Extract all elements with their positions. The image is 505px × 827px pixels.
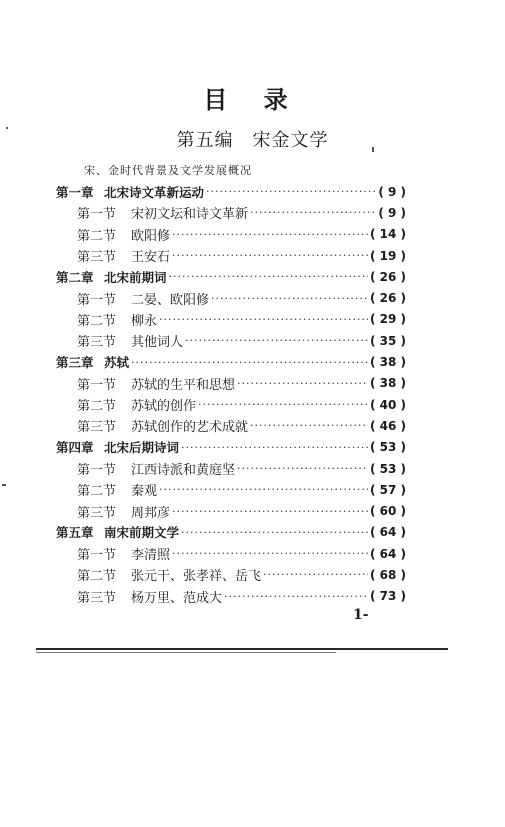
chapter-title: 南宋前期文学 — [104, 525, 180, 541]
page-reference: ( 46 ) — [369, 418, 406, 433]
chapter-title: 北宋诗文革新运动 — [104, 184, 205, 200]
section-number: 第三节 — [77, 505, 117, 521]
section-title: 二晏、欧阳修 — [131, 292, 210, 308]
part-title: 第五编 宋金文学 — [176, 130, 329, 151]
chapter-number: 第二章 — [56, 269, 94, 285]
page-reference: ( 57 ) — [369, 482, 406, 497]
dot-leader — [211, 292, 368, 305]
toc-section-row[interactable] — [56, 564, 406, 585]
section-title: 秦观 — [131, 484, 158, 500]
footer-rule-secondary — [36, 652, 336, 653]
section-number: 第二节 — [77, 228, 117, 244]
dot-leader — [172, 228, 368, 241]
toc-chapter-row[interactable] — [56, 351, 406, 372]
dot-leader — [224, 590, 368, 603]
footer-rule — [36, 648, 448, 650]
toc-chapter-row[interactable] — [56, 522, 406, 543]
dot-leader — [250, 419, 368, 432]
dot-leader — [250, 206, 376, 219]
section-title: 王安石 — [131, 250, 171, 266]
page-reference: ( 9 ) — [378, 184, 406, 199]
page-title: 目 录 — [203, 85, 302, 114]
page-reference: ( 26 ) — [369, 269, 406, 284]
toc-section-row[interactable] — [56, 415, 406, 436]
section-title: 张元干、张孝祥、岳飞 — [131, 569, 262, 585]
section-title: 苏轼创作的艺术成就 — [131, 420, 249, 436]
toc-section-row[interactable] — [56, 330, 406, 351]
section-title: 欧阳修 — [131, 228, 171, 244]
section-title: 其他词人 — [131, 335, 184, 351]
toc-section-row[interactable] — [56, 586, 406, 607]
toc-section-row[interactable] — [56, 458, 406, 479]
dot-leader — [181, 441, 368, 454]
chapter-number: 第四章 — [56, 440, 94, 456]
dot-leader — [198, 398, 368, 411]
page-reference: ( 9 ) — [378, 205, 406, 220]
page-number: 1- — [353, 607, 369, 623]
dot-leader — [172, 249, 368, 262]
dot-leader — [181, 526, 368, 539]
page-reference: ( 60 ) — [369, 504, 406, 519]
section-number: 第二节 — [77, 399, 117, 415]
toc-section-row[interactable] — [56, 202, 406, 223]
section-title: 周邦彦 — [131, 505, 171, 521]
page-reference: ( 73 ) — [369, 589, 406, 604]
section-title: 宋初文坛和诗文革新 — [131, 207, 249, 223]
section-number: 第二节 — [77, 484, 117, 500]
page-reference: ( 40 ) — [369, 397, 406, 412]
dot-leader — [159, 313, 368, 326]
section-number: 第一节 — [77, 548, 117, 564]
dot-leader — [172, 505, 368, 518]
toc-section-row[interactable] — [56, 245, 406, 266]
page-reference: ( 19 ) — [369, 248, 406, 263]
overview-line: 宋、金时代背景及文学发展概况 — [84, 164, 252, 177]
section-title: 江西诗派和黄庭坚 — [131, 463, 236, 478]
toc-section-row[interactable] — [56, 394, 406, 415]
chapter-number: 第一章 — [56, 184, 94, 200]
chapter-title: 北宋前期词 — [104, 269, 167, 285]
section-number: 第二节 — [77, 569, 117, 585]
toc-section-row[interactable] — [56, 373, 406, 394]
section-title: 苏轼的创作 — [131, 399, 197, 415]
section-number: 第三节 — [77, 590, 117, 606]
chapter-number: 第三章 — [56, 355, 94, 371]
toc-section-row[interactable] — [56, 309, 406, 330]
section-number: 第一节 — [77, 292, 117, 308]
section-title: 李清照 — [131, 548, 171, 564]
dot-leader — [159, 483, 368, 496]
section-number: 第三节 — [77, 250, 117, 266]
page-reference: ( 53 ) — [369, 440, 406, 455]
dot-leader — [237, 462, 368, 475]
section-number: 第一节 — [77, 463, 117, 478]
page-reference: ( 26 ) — [369, 291, 406, 306]
page-reference: ( 64 ) — [369, 546, 406, 561]
section-title: 杨万里、范成大 — [131, 590, 223, 606]
section-title: 苏轼的生平和思想 — [131, 377, 236, 393]
page-reference: ( 38 ) — [369, 376, 406, 391]
toc-section-row[interactable] — [56, 543, 406, 564]
dot-leader — [263, 568, 368, 581]
scan-speck — [372, 147, 374, 152]
page-reference: ( 35 ) — [369, 333, 406, 348]
dot-leader — [237, 377, 368, 390]
toc-chapter-row[interactable] — [56, 181, 406, 202]
toc-chapter-row[interactable] — [56, 266, 406, 287]
chapter-title: 苏轼 — [104, 355, 130, 371]
page-reference: ( 68 ) — [369, 567, 406, 582]
toc-section-row[interactable] — [56, 287, 406, 308]
chapter-number: 第五章 — [56, 525, 94, 541]
dot-leader — [185, 334, 368, 347]
dot-leader — [169, 270, 368, 283]
section-number: 第一节 — [77, 377, 117, 393]
dot-leader — [206, 185, 376, 198]
scan-speck — [2, 484, 6, 486]
table-of-contents — [56, 181, 406, 607]
toc-chapter-row[interactable] — [56, 437, 406, 458]
page-reference: ( 14 ) — [369, 227, 406, 242]
page-reference: ( 29 ) — [369, 312, 406, 327]
page-reference: ( 38 ) — [369, 355, 406, 370]
page-reference: ( 53 ) — [369, 461, 406, 476]
section-number: 第一节 — [77, 207, 117, 223]
toc-section-row[interactable] — [56, 479, 406, 500]
section-title: 柳永 — [131, 313, 158, 329]
page-reference: ( 64 ) — [369, 525, 406, 540]
scan-speck — [6, 127, 8, 129]
section-number: 第三节 — [77, 335, 117, 351]
dot-leader — [131, 356, 368, 369]
section-number: 第二节 — [77, 313, 117, 329]
toc-section-row[interactable] — [56, 224, 406, 245]
toc-section-row[interactable] — [56, 500, 406, 521]
dot-leader — [172, 547, 368, 560]
chapter-title: 北宋后期诗词 — [104, 440, 180, 456]
section-number: 第三节 — [77, 420, 117, 436]
